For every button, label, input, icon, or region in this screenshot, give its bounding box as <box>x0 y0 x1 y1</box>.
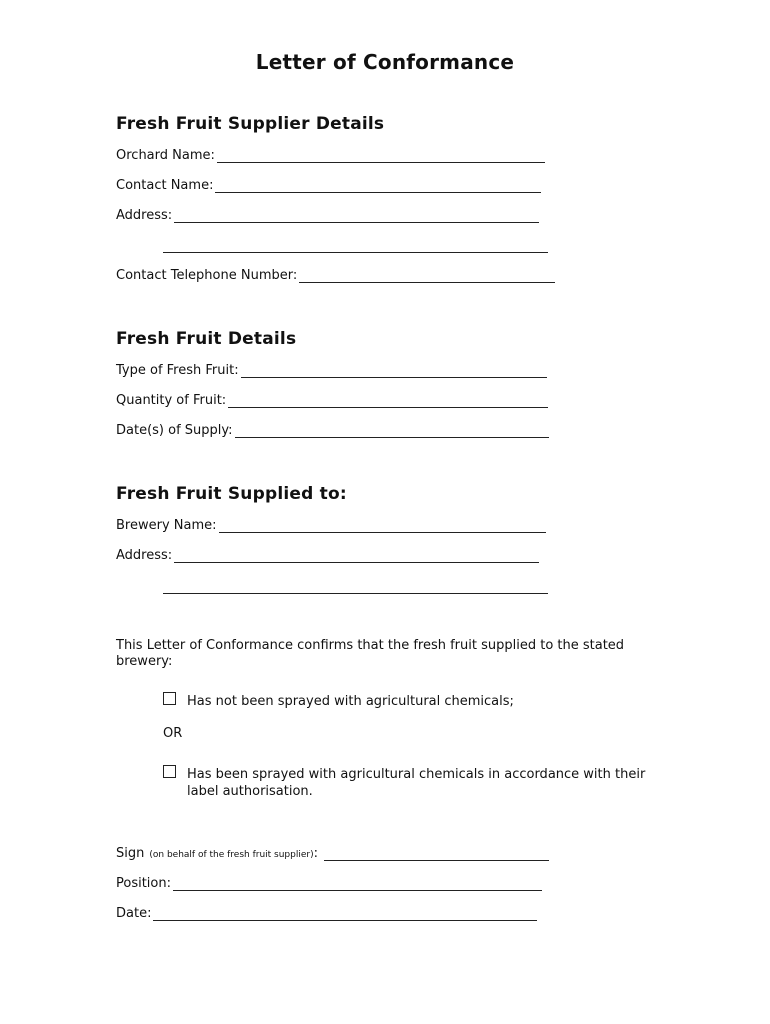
supplier-address-label: Address: <box>116 208 173 223</box>
supply-dates-row <box>116 422 549 438</box>
supplier-address-row <box>116 207 539 223</box>
brewery-name-field[interactable] <box>219 520 546 533</box>
telephone-field[interactable] <box>299 270 555 283</box>
date-field[interactable] <box>153 908 537 921</box>
contact-name-label: Contact Name: <box>116 178 214 193</box>
date-row <box>116 905 537 921</box>
fruit-quantity-label: Quantity of Fruit: <box>116 393 227 408</box>
supply-dates-label: Date(s) of Supply: <box>116 423 233 438</box>
fruit-quantity-row <box>116 392 548 408</box>
contact-name-row <box>116 177 541 193</box>
sign-label: Sign <box>116 846 145 861</box>
brewery-address-field-line2[interactable] <box>163 592 548 594</box>
orchard-name-row <box>116 147 545 163</box>
supplied-to-heading: Fresh Fruit Supplied to: <box>116 484 347 504</box>
brewery-address-label: Address: <box>116 548 173 563</box>
or-separator: OR <box>163 726 183 741</box>
telephone-label: Contact Telephone Number: <box>116 268 298 283</box>
fruit-quantity-field[interactable] <box>228 395 548 408</box>
brewery-name-row <box>116 517 546 533</box>
contact-name-field[interactable] <box>215 180 541 193</box>
telephone-row <box>116 267 555 283</box>
position-row <box>116 875 542 891</box>
sprayed-checkbox[interactable] <box>163 765 176 778</box>
confirmation-statement: This Letter of Conformance confirms that the fresh fruit supplied to the stated brewery: <box>116 638 625 669</box>
not-sprayed-label: Has not been sprayed with agricultural chemicals; <box>187 694 514 709</box>
fruit-type-field[interactable] <box>241 365 547 378</box>
supplier-details-heading: Fresh Fruit Supplier Details <box>116 114 385 134</box>
brewery-address-field-line1[interactable] <box>174 550 539 563</box>
supplier-address-field-line1[interactable] <box>174 210 539 223</box>
sign-colon: : <box>313 846 318 861</box>
signature-field[interactable] <box>324 848 549 861</box>
sprayed-label: Has been sprayed with agricultural chemicals in accordance with their label authorisation. <box>187 767 646 799</box>
fruit-details-heading: Fresh Fruit Details <box>116 329 297 349</box>
brewery-address-row <box>116 547 539 563</box>
sign-row <box>116 845 549 861</box>
orchard-name-label: Orchard Name: <box>116 148 215 163</box>
page-title: Letter of Conformance <box>255 50 515 74</box>
position-field[interactable] <box>173 878 542 891</box>
supply-dates-field[interactable] <box>235 425 549 438</box>
position-label: Position: <box>116 876 171 891</box>
brewery-name-label: Brewery Name: <box>116 518 217 533</box>
supplier-address-field-line2[interactable] <box>163 251 548 253</box>
date-label: Date: <box>116 906 152 921</box>
fruit-type-row <box>116 362 547 378</box>
not-sprayed-checkbox[interactable] <box>163 692 176 705</box>
sign-note: (on behalf of the fresh fruit supplier) <box>149 850 314 860</box>
fruit-type-label: Type of Fresh Fruit: <box>116 363 239 378</box>
orchard-name-field[interactable] <box>217 150 545 163</box>
